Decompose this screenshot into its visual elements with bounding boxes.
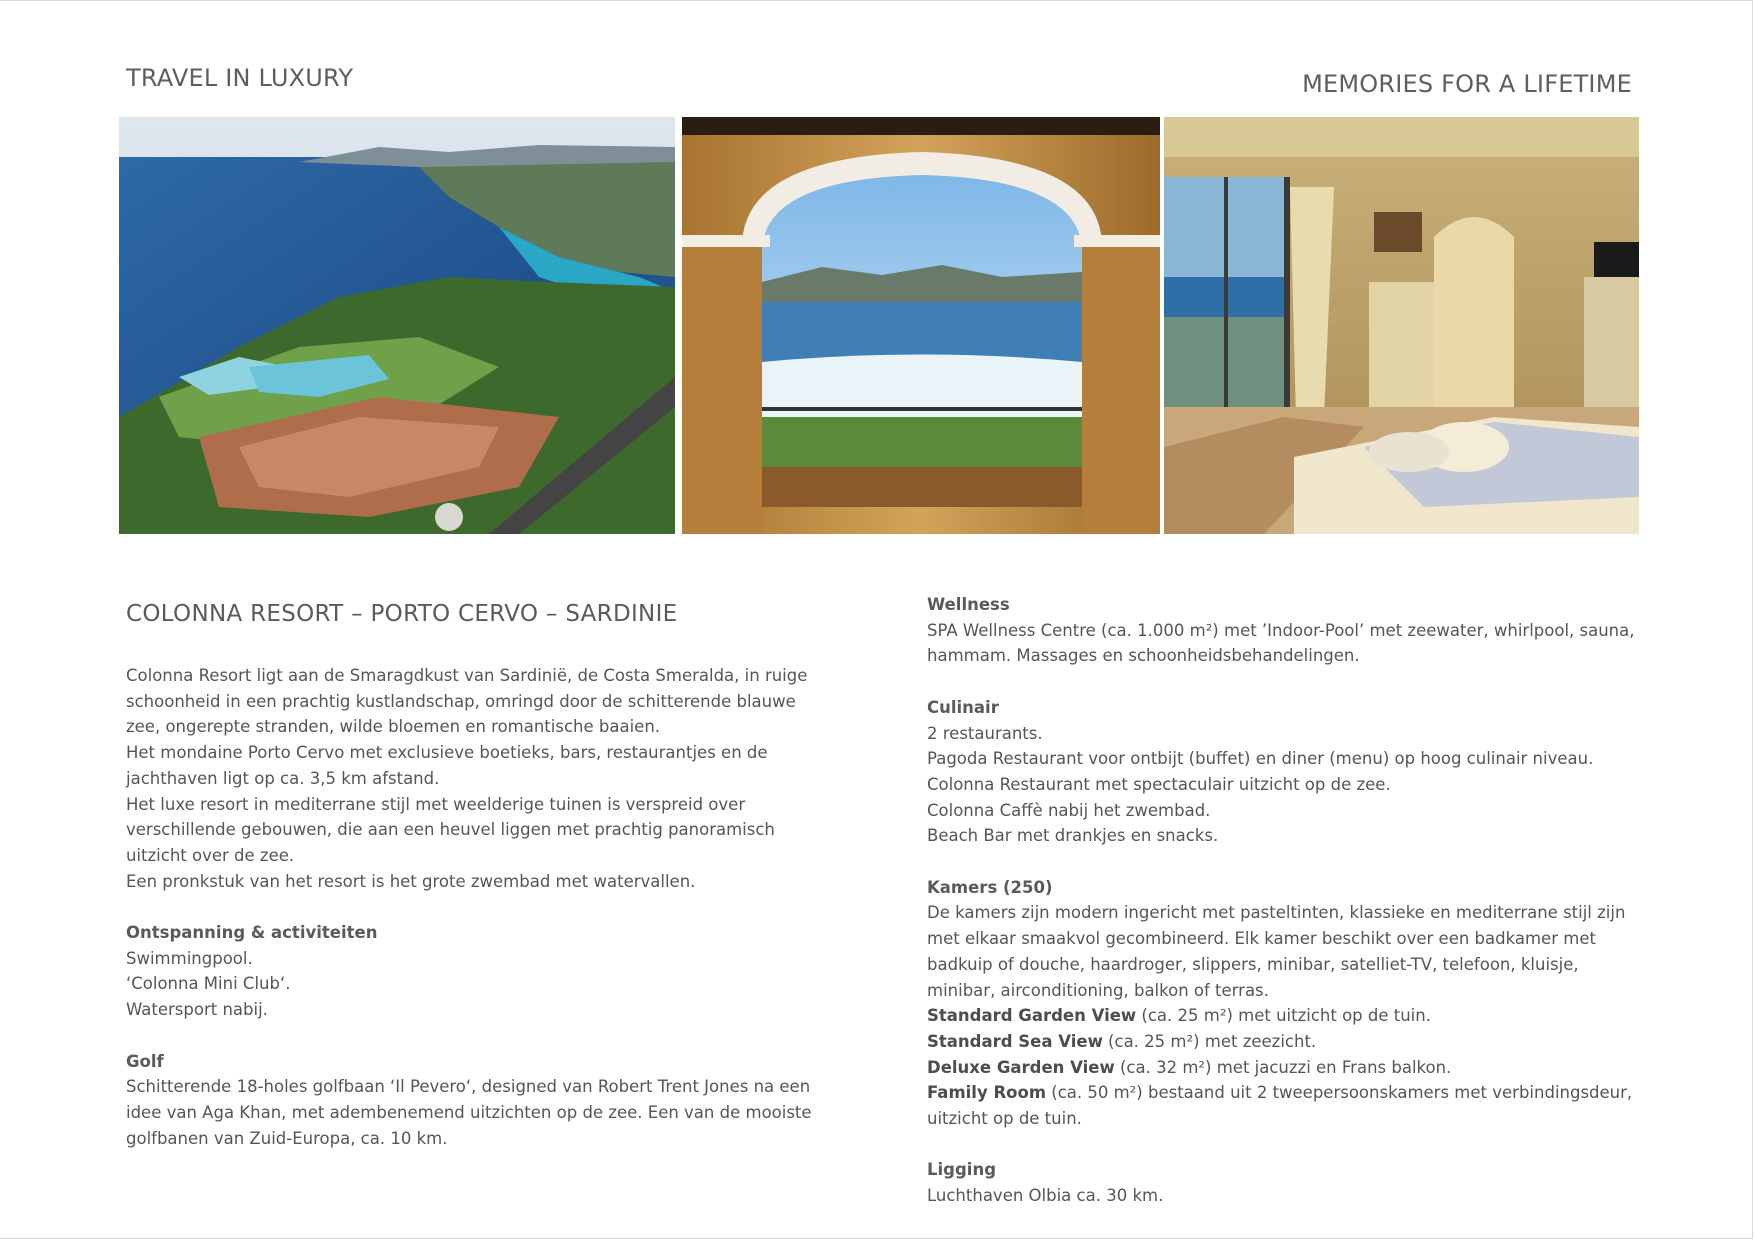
kamers-line: minibar, airconditioning, balkon of terras. xyxy=(927,980,1269,1000)
golf-line: Schitterende 18-holes golfbaan ‘Il Pevero‘, designed van Robert Trent Jones na een xyxy=(126,1077,811,1097)
golf-line: golfbanen van Zuid-Europa, ca. 10 km. xyxy=(126,1128,448,1148)
room-type-name: Family Room xyxy=(927,1083,1047,1103)
room-type-name: Standard Garden View xyxy=(927,1006,1137,1026)
room-type xyxy=(927,1055,1647,1081)
activities-line: ‘Colonna Mini Club‘. xyxy=(126,974,291,994)
header-left: TRAVEL IN LUXURY xyxy=(126,64,354,92)
room-type-name: Standard Sea View xyxy=(927,1031,1103,1051)
kamers-line: De kamers zijn modern ingericht met pasteltinten, klassieke en mediterrane stijl zijn xyxy=(927,903,1626,923)
intro-line: schoonheid in een prachtig kustlandschap, omringd door de schitterende blauwe xyxy=(126,691,796,711)
header-right: MEMORIES FOR A LIFETIME xyxy=(1302,70,1632,98)
intro-line: verschillende gebouwen, die aan een heuvel liggen met prachtig panoramisch xyxy=(126,820,775,840)
culinair-line: Colonna Caffè nabij het zwembad. xyxy=(927,800,1211,820)
resort-aerial-photo xyxy=(119,117,675,534)
activities-heading: Ontspanning & activiteiten xyxy=(126,923,378,943)
culinair-line: 2 restaurants. xyxy=(927,723,1043,743)
room-type xyxy=(927,1080,1647,1106)
culinair-line: Colonna Restaurant met spectaculair uitzicht op de zee. xyxy=(927,774,1391,794)
room-type xyxy=(927,1029,1647,1055)
wellness-line: SPA Wellness Centre (ca. 1.000 m²) met ’Indoor-Pool’ met zeewater, whirlpool, sauna, xyxy=(927,620,1635,640)
room-type-desc: (ca. 25 m²) met zeezicht. xyxy=(1102,1031,1317,1051)
intro-line: Colonna Resort ligt aan de Smaragdkust van Sardinië, de Costa Smeralda, in ruige xyxy=(126,666,808,685)
culinair-line: Pagoda Restaurant voor ontbijt (buffet) en diner (menu) op hoog culinair niveau. xyxy=(927,749,1594,769)
ligging-line: Luchthaven Olbia ca. 30 km. xyxy=(927,1186,1164,1206)
left-column xyxy=(126,663,826,1151)
intro-line: Een pronkstuk van het resort is het grote zwembad met watervallen. xyxy=(126,871,696,891)
intro-line: zee, ongerepte stranden, wilde bloemen en romantische baaien. xyxy=(126,717,661,737)
room-type-desc: (ca. 25 m²) met uitzicht op de tuin. xyxy=(1136,1006,1431,1026)
golf-line: idee van Aga Khan, met adembenemend uitzichten op de zee. Een van de mooiste xyxy=(126,1102,812,1122)
culinair-line: Beach Bar met drankjes en snacks. xyxy=(927,826,1219,846)
intro-line: uitzicht over de zee. xyxy=(126,845,295,865)
kamers-line: badkuip of douche, haardroger, slippers, minibar, satelliet-TV, telefoon, kluisje, xyxy=(927,954,1579,974)
room-type-desc: (ca. 50 m²) bestaand uit 2 tweepersoonskamers met verbindingsdeur, xyxy=(1046,1083,1633,1103)
intro-line: jachthaven ligt op ca. 3,5 km afstand. xyxy=(126,768,440,788)
golf-heading: Golf xyxy=(126,1051,164,1071)
room-type-desc: (ca. 32 m²) met jacuzzi en Frans balkon. xyxy=(1114,1057,1452,1077)
kamers-heading: Kamers (250) xyxy=(927,877,1053,897)
hotel-room-photo xyxy=(1164,117,1639,534)
ligging-heading: Ligging xyxy=(927,1160,997,1180)
resort-title: COLONNA RESORT – PORTO CERVO – SARDINIE xyxy=(126,601,678,627)
arch-pool-photo xyxy=(682,117,1160,534)
wellness-line: hammam. Massages en schoonheidsbehandelingen. xyxy=(927,646,1360,666)
culinair-heading: Culinair xyxy=(927,697,999,717)
room-type-name: Deluxe Garden View xyxy=(927,1057,1115,1077)
activities-line: Watersport nabij. xyxy=(126,1000,268,1020)
kamers-line: uitzicht op de tuin. xyxy=(927,1109,1082,1129)
room-type xyxy=(927,1003,1647,1029)
right-column xyxy=(927,592,1647,1209)
wellness-heading: Wellness xyxy=(927,595,1010,614)
kamers-line: met elkaar smaakvol gecombineerd. Elk kamer beschikt over een badkamer met xyxy=(927,929,1596,949)
intro-line: Het luxe resort in mediterrane stijl met weelderige tuinen is verspreid over xyxy=(126,794,746,814)
intro-line: Het mondaine Porto Cervo met exclusieve boetieks, bars, restaurantjes en de xyxy=(126,743,768,763)
activities-line: Swimmingpool. xyxy=(126,948,253,968)
